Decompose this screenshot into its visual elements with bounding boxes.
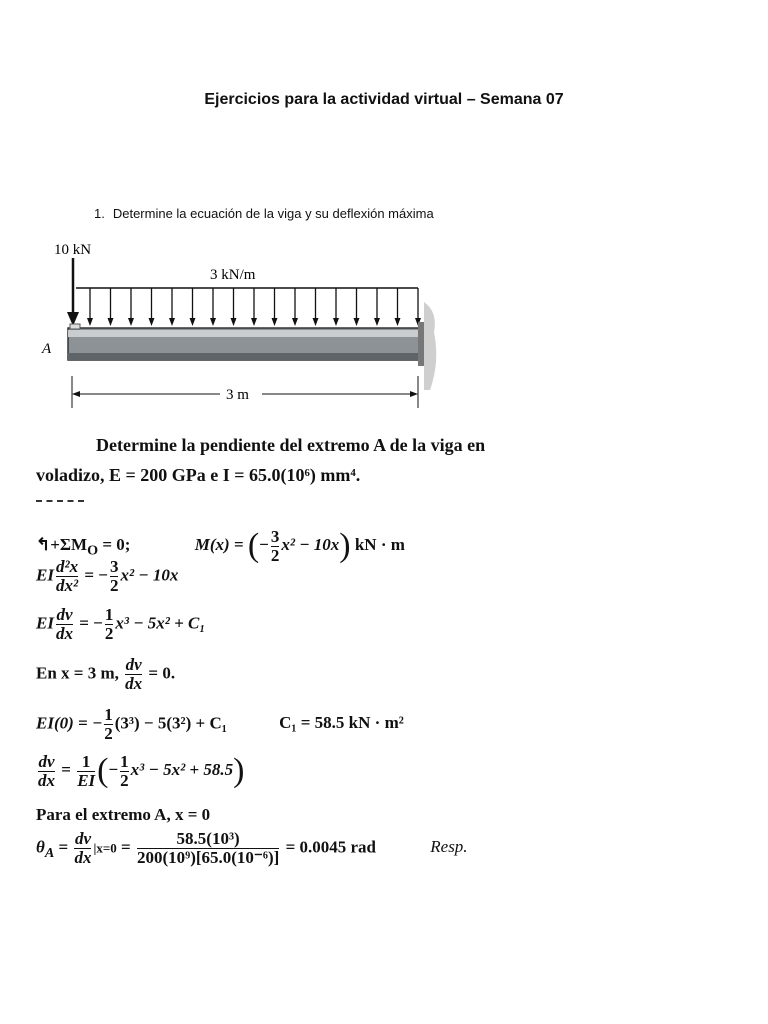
eq3-frac-num: 1 bbox=[104, 605, 114, 624]
load-arrow-head bbox=[374, 318, 380, 326]
eq5-tail: x³ − 5x² + 58.5 bbox=[130, 759, 234, 779]
load-arrow-head bbox=[395, 318, 401, 326]
theta-dx: dx bbox=[74, 848, 92, 867]
theta-dv: dv bbox=[74, 829, 91, 848]
eq5-frac-den: 2 bbox=[120, 770, 129, 790]
page-title: Ejercicios para la actividad virtual – Semana 07 bbox=[204, 91, 564, 108]
eq1-moment: M(x) = bbox=[194, 534, 244, 554]
eq2-den: dx² bbox=[55, 576, 79, 595]
load-arrow-head bbox=[210, 318, 216, 326]
cond-tail: = 0. bbox=[148, 663, 176, 683]
load-arrow-head bbox=[313, 318, 319, 326]
theta-num: 58.5(10³) bbox=[176, 829, 240, 848]
eq5-one: 1 bbox=[81, 751, 91, 771]
length-label: 3 m bbox=[226, 387, 249, 403]
theta-eval: |x=0 bbox=[93, 840, 117, 856]
eq1-sum: ↰+ΣM bbox=[36, 534, 88, 554]
eq2-rest: = − bbox=[84, 565, 108, 585]
response-label: Resp. bbox=[430, 837, 468, 857]
cond-text: En x = 3 m, bbox=[36, 663, 119, 683]
load-arrow-head bbox=[190, 318, 196, 326]
eq4-left: EI(0) = − bbox=[36, 713, 103, 733]
cond-den: dx bbox=[125, 674, 143, 693]
problem-statement bbox=[36, 430, 756, 490]
distributed-load-label: 3 kN/m bbox=[210, 267, 256, 283]
exercise-number: 1. bbox=[94, 206, 105, 221]
eq2-tail: x² − 10x bbox=[120, 565, 179, 585]
eq5-num: dv bbox=[38, 751, 55, 771]
load-arrow-head bbox=[231, 318, 237, 326]
eq3-frac-den: 2 bbox=[104, 624, 114, 643]
equation-slope-final: $\frac{dv}{dx}$ = $\frac{1}{EI}$ (− $\frac{1}{2}$ x³ − 5x² + 58.5) bbox=[38, 751, 245, 790]
theta-symbol: θ bbox=[36, 837, 45, 857]
point-load-label: 10 kN bbox=[54, 242, 92, 258]
theta-result: = 0.0045 rad bbox=[285, 837, 377, 857]
eq1-unit: kN · m bbox=[354, 534, 405, 554]
eq2-num: d²x bbox=[55, 557, 79, 576]
eq3-den: dx bbox=[55, 624, 73, 643]
exercise-1 bbox=[94, 206, 434, 221]
equation-slope: EI $\frac{dv}{dx}$ = − $\frac{1}{2}$ x³ − 5x² + C₁ bbox=[36, 605, 206, 643]
eq1-sub: O bbox=[87, 542, 99, 559]
load-arrow-head bbox=[292, 318, 298, 326]
cantilever-beam-figure bbox=[30, 232, 450, 412]
load-arrow-head bbox=[333, 318, 339, 326]
eq4-tail: (3³) − 5(3²) + C₁ bbox=[114, 713, 227, 733]
end-point-text: Para el extremo A, x = 0 bbox=[36, 805, 211, 824]
eq1-num: 3 bbox=[270, 526, 280, 546]
eq5-ei: EI bbox=[77, 770, 96, 790]
equation-sum-moments: $↰+\Sigma M_O = 0$; M(x) = (− $\frac{3}{2}$ x² − 10x) kN · m bbox=[36, 526, 405, 565]
exercise-text: Determine la ecuación de la viga y su deflexión máxima bbox=[112, 206, 434, 221]
support-label-a: A bbox=[42, 341, 52, 357]
boundary-condition bbox=[36, 656, 175, 693]
theta-sub: A bbox=[44, 844, 55, 861]
point-load-arrow bbox=[67, 258, 79, 326]
load-arrow-head bbox=[251, 318, 257, 326]
load-arrow-head bbox=[128, 318, 134, 326]
eq3-num: dv bbox=[56, 605, 73, 624]
divider bbox=[36, 500, 84, 502]
theta-den: 200(10⁹)[65.0(10⁻⁶)] bbox=[136, 848, 280, 867]
eq3-ei: EI bbox=[36, 613, 54, 633]
eq1-tail: x² − 10x bbox=[281, 534, 340, 554]
eq2-frac-num: 3 bbox=[109, 557, 119, 576]
eq5-frac-num: 1 bbox=[120, 751, 129, 771]
load-arrow-head bbox=[354, 318, 360, 326]
eq2-frac-den: 2 bbox=[109, 576, 119, 595]
distributed-load-arrows bbox=[87, 288, 421, 326]
cond-num: dv bbox=[125, 655, 142, 674]
eq2-ei: EI bbox=[36, 565, 54, 585]
problem-line-2: voladizo, E = 200 GPa e I = 65.0(10⁶) mm⁴. bbox=[36, 465, 361, 485]
eq4-result: C₁ = 58.5 kN · m² bbox=[279, 713, 404, 733]
equation-constant bbox=[36, 706, 404, 743]
load-arrow-head bbox=[272, 318, 278, 326]
problem-line-1: Determine la pendiente del extremo A de la viga en bbox=[96, 435, 486, 455]
fixed-wall-support bbox=[418, 302, 436, 390]
load-arrow-head bbox=[87, 318, 93, 326]
load-arrow-head bbox=[108, 318, 114, 326]
eq1-rest: = 0; bbox=[98, 534, 131, 554]
load-arrow-head bbox=[169, 318, 175, 326]
load-arrow-head bbox=[149, 318, 155, 326]
eq4-frac-num: 1 bbox=[104, 705, 113, 724]
eq3-tail: x³ − 5x² + C₁ bbox=[115, 613, 206, 633]
equation-second-derivative bbox=[36, 558, 178, 595]
eq5-den: dx bbox=[38, 770, 55, 790]
eq4-frac-den: 2 bbox=[104, 724, 113, 743]
eq1-den: 2 bbox=[270, 545, 280, 565]
equation-theta: $\theta_A$ = $\frac{dv}{dx}$ |x=0 = $\frac{\text{58.5(10³)}}{\text{200(10⁹)[65.0(10⁻⁶)]}}$ = 0.0045 rad Resp. bbox=[36, 829, 468, 867]
